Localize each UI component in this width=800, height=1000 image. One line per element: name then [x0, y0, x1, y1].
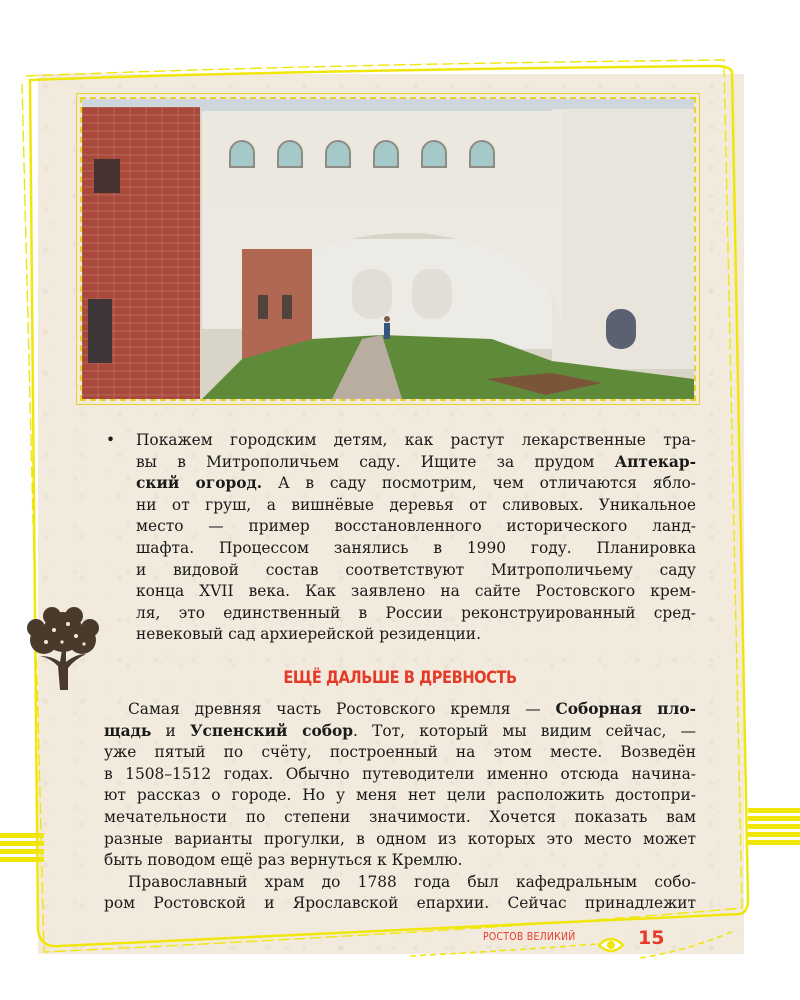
- bullet-line: место — пример восстановленного исторического ланд-: [136, 517, 696, 536]
- body-line: ром Ростовской и Ярославской епархии. Сейчас принадлежит: [104, 894, 696, 913]
- section-heading: ЕЩЁ ДАЛЬШЕ В ДРЕВНОСТЬ: [283, 668, 517, 688]
- body-line: ют рассказ о городе. Но у меня нет цели расположить достопри-: [104, 786, 696, 805]
- body-text: [104, 699, 696, 915]
- bullet-line: шафта. Процессом занялись в 1990 году. Планировка: [136, 538, 696, 557]
- body-line: Православный храм до 1788 года был кафедральным собо-: [128, 872, 696, 891]
- eye-icon: [597, 931, 625, 959]
- bullet-line: и видовой состав соответствуют Митрополичьему саду: [136, 560, 696, 579]
- body-line: в 1508–1512 годах. Обычно путеводители именно отсюда начина-: [104, 764, 696, 783]
- body-line: Самая древняя часть Ростовского кремля — Соборная пло-: [128, 700, 696, 718]
- bullet-line: конца XVII века. Как заявлено на сайте Ростовского крем-: [136, 582, 696, 601]
- left-decor-stripes: [0, 833, 44, 869]
- bullet-line: Покажем городским детям, как растут лекарственные тра-: [136, 431, 696, 449]
- kremlin-arch-photo: [80, 97, 696, 401]
- bold-term-ploshchad: щадь: [104, 721, 152, 740]
- right-decor-stripes: [748, 808, 800, 844]
- bullet-line: ни от груш, а вишнёвые деревья от сливовых. Уникальное: [136, 495, 696, 514]
- bold-term-sobornaya: Соборная пло-: [555, 700, 696, 718]
- body-line: щадь и Успенский собор. Тот, который мы видим сейчас, —: [104, 721, 697, 740]
- footer-book-title: РОСТОВ ВЕЛИКИЙ: [483, 930, 576, 943]
- bullet-line: невековый сад архиерейской резиденции.: [136, 625, 481, 644]
- body-line: уже пятый по счёту, построенный на этом месте. Возведён: [104, 743, 696, 762]
- body-line: мечательности по степени значимости. Хочется показать вам: [104, 807, 696, 826]
- page-number: 15: [638, 927, 665, 949]
- bold-term-ogorod: ский огород.: [136, 474, 263, 493]
- body-line: быть поводом ещё раз вернуться к Кремлю.: [104, 851, 463, 870]
- bullet-line: ский огород. А в саду посмотрим, чем отличаются ябло-: [136, 474, 696, 493]
- body-line: разные варианты прогулки, в одном из которых это место может: [104, 829, 696, 848]
- bullet-paragraph: [104, 430, 696, 646]
- bullet-line: вы в Митрополичьем саду. Ищите за прудом Аптекар-: [136, 452, 696, 471]
- bold-term-aptekarsky: Аптекар-: [614, 452, 696, 471]
- bold-term-uspensky: Успенский собор: [189, 721, 354, 740]
- bullet-line: ля, это единственный в России реконструированный сред-: [136, 603, 696, 622]
- bullet-dot: •: [106, 431, 116, 449]
